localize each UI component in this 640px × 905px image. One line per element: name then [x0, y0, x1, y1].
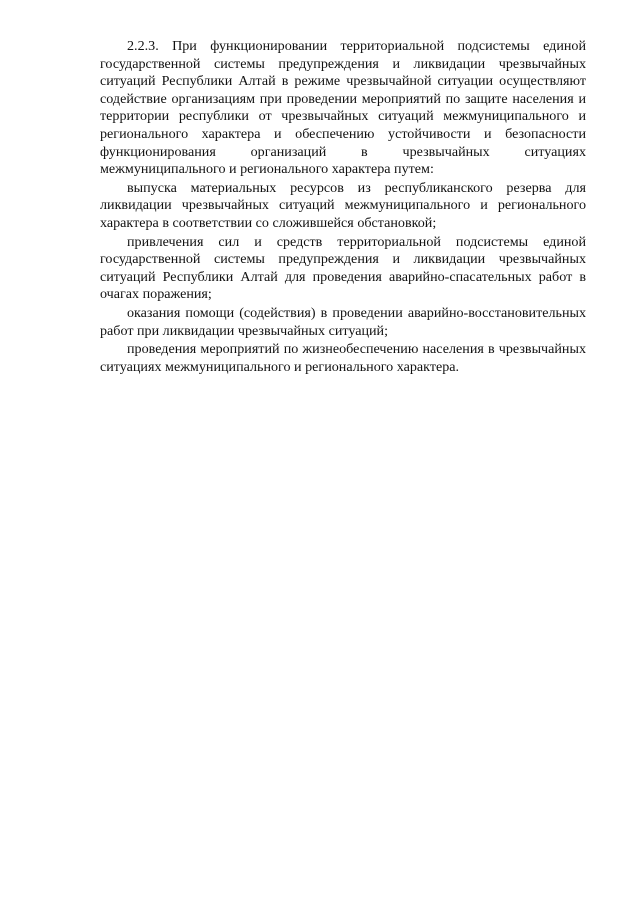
paragraph-assistance: оказания помощи (содействия) в проведении аварийно-восстановительных работ при ликвидации чрезвычайных ситуаций;	[100, 304, 586, 339]
paragraph-2-2-3: 2.2.3. При функционировании территориальной подсистемы единой государственной системы предупреждения и ликвидации чрезвычайных ситуаций Республики Алтай в режиме чрезвычайной ситуации осуществляют содействие организациям при проведении мероприятий по защите населения и территории республики от чрезвычайных ситуаций межмуниципального и регионального характера и обеспечению устойчивости и безопасности функционирования организаций в чрезвычайных ситуациях межмуниципального и регионального характера путем:	[100, 38, 586, 178]
paragraph-life-support: проведения мероприятий по жизнеобеспечению населения в чрезвычайных ситуациях межмуниципального и регионального характера.	[100, 341, 586, 375]
paragraph-forces-and-means: привлечения сил и средств территориальной подсистемы единой государственной системы предупреждения и ликвидации чрезвычайных ситуаций Республики Алтай для проведения аварийно-спасательных работ в очагах поражения;	[100, 233, 586, 303]
paragraph-material-resources: выпуска материальных ресурсов из республиканского резерва для ликвидации чрезвычайных ситуаций межмуниципального и регионального характера в соответствии со сложившейся обстановкой;	[100, 179, 586, 231]
document-body	[100, 38, 586, 377]
